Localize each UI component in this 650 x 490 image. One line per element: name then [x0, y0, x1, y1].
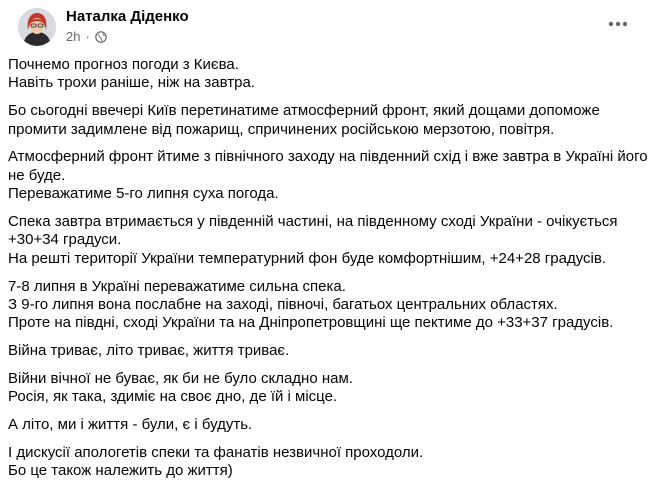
meta-separator: · [85, 29, 90, 44]
post-line: Атмосферний фронт йтиме з північного заходу на південний схід і вже завтра в Україні його [8, 148, 648, 166]
globe-icon[interactable] [95, 31, 107, 43]
post-time[interactable]: 2h [66, 29, 81, 44]
post-paragraph [8, 444, 642, 481]
post-paragraph [8, 102, 642, 139]
author-avatar[interactable] [18, 8, 56, 46]
post-line: А літо, ми і життя - були, є і будуть. [8, 416, 253, 434]
author-name[interactable]: Наталка Діденко [66, 8, 189, 25]
post-line: Спека завтра втримається у південній частині, на південному сході України - очікується [8, 213, 618, 231]
post-paragraph [8, 148, 648, 203]
post-meta [66, 29, 107, 45]
post-paragraph [8, 278, 642, 333]
post-line: Бо сьогодні ввечері Київ перетинатиме атмосферний фронт, який дощами допоможе [8, 102, 600, 120]
post-line: З 9-го липня вона послабне на заході, півночі, багатьох центральних областях. [8, 296, 558, 314]
post-paragraph [8, 213, 642, 268]
post-header [10, 0, 640, 56]
post-paragraph [8, 416, 642, 434]
post-paragraph [8, 342, 642, 360]
post-line: Навіть трохи раніше, ніж на завтра. [8, 74, 255, 92]
post-line: не буде. [8, 166, 66, 184]
more-options-icon[interactable] [604, 10, 632, 38]
post-paragraph [8, 56, 642, 93]
post-line: Переважатиме 5-го липня суха погода. [8, 185, 279, 203]
post-body [8, 56, 648, 490]
post-line: На решті території України температурний фон буде комфортнішим, +24+28 градусів. [8, 249, 607, 267]
post-line: Війни вічної не буває, як би не було складно нам. [8, 370, 353, 388]
post-line: Проте на півдні, сході України та на Дніпропетровщині ще пектиме до +33+37 градусів. [8, 314, 614, 332]
post-line: Почнемо прогноз погоди з Києва. [8, 56, 239, 73]
post-line: Бо це також належить до життя) [8, 462, 233, 480]
post-line: 7-8 липня в Україні переважатиме сильна спека. [8, 277, 346, 295]
post-line: Війна триває, літо триває, життя триває. [8, 342, 290, 360]
post-line: +30+34 градуси. [8, 231, 122, 249]
post-line: Росія, як така, здиміє на своє дно, де їй і місце. [8, 388, 338, 406]
post-line: промити задимлене від пожарищ, спричинених російською мерзотою, повітря. [8, 120, 555, 138]
post-line: І дискусії апологетів спеки та фанатів незвичної проходоли. [8, 444, 424, 462]
post-paragraph [8, 370, 642, 407]
